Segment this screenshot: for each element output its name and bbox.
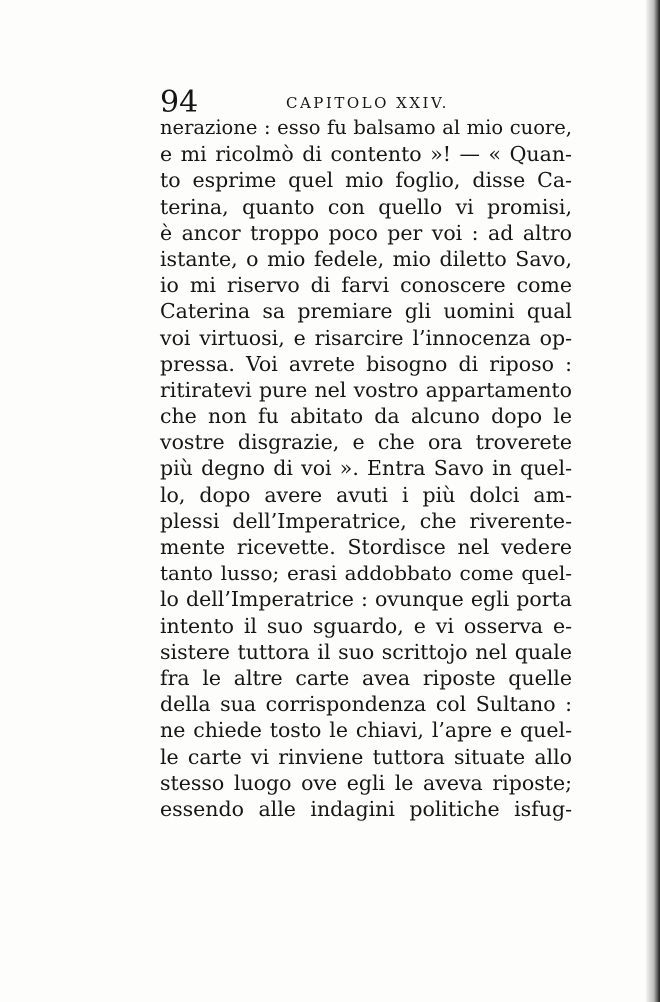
text-line: più degno di voi ». Entra Savo in quel-: [160, 456, 572, 481]
text-line: Caterina sa premiare gli uomini qual: [160, 299, 572, 324]
text-line: terina, quanto con quello vi promisi,: [160, 194, 572, 219]
text-line: stesso luogo ove egli le aveva riposte;: [160, 770, 572, 795]
text-line: è ancor troppo poco per voi : ad altro: [160, 220, 572, 245]
text-line: ritiratevi pure nel vostro appartamento: [160, 377, 572, 402]
text-line: plessi dell’Imperatrice, che riverente-: [160, 508, 572, 533]
text-line: istante, o mio fedele, mio diletto Savo,: [160, 246, 572, 271]
text-line: pressa. Voi avrete bisogno di riposo :: [160, 351, 572, 376]
page-number: 94: [160, 85, 199, 120]
text-line: ne chiede tosto le chiavi, l’apre e quel-: [160, 718, 572, 743]
text-line: nerazione : esso fu balsamo al mio cuore,: [160, 116, 572, 139]
text-line: mente ricevette. Stordisce nel vedere: [160, 535, 572, 559]
text-line: e mi ricolmò di contento »! — « Quan-: [160, 142, 572, 167]
text-line: le carte vi rinviene tuttora situate allo: [160, 744, 572, 769]
body-text: [160, 115, 572, 822]
text-line: che non fu abitato da alcuno dopo le: [160, 404, 572, 429]
running-head: CAPITOLO XXIV.: [286, 94, 449, 112]
text-line: vostre disgrazie, e che ora troverete: [160, 430, 572, 455]
text-line: sistere tuttora il suo scrittojo nel quale: [160, 639, 572, 664]
text-line: io mi riservo di farvi conoscere come: [160, 273, 572, 298]
text-line: lo dell’Imperatrice : ovunque egli porta: [160, 587, 572, 612]
text-line: essendo alle indagini politiche isfug-: [160, 796, 572, 821]
text-line: to esprime quel mio foglio, disse Ca-: [160, 168, 572, 193]
text-line: fra le altre carte avea riposte quelle: [160, 665, 572, 690]
text-line: intento il suo sguardo, e vi osserva e-: [160, 613, 572, 638]
text-line: della sua corrispondenza col Sultano :: [160, 692, 572, 717]
text-line: tanto lusso; erasi addobbato come quel-: [160, 561, 572, 586]
text-line: voi virtuosi, e risarcire l’innocenza op-: [160, 325, 572, 350]
text-line: lo, dopo avere avuti i più dolci am-: [160, 482, 572, 507]
page-edge-shadow: [646, 0, 660, 1002]
